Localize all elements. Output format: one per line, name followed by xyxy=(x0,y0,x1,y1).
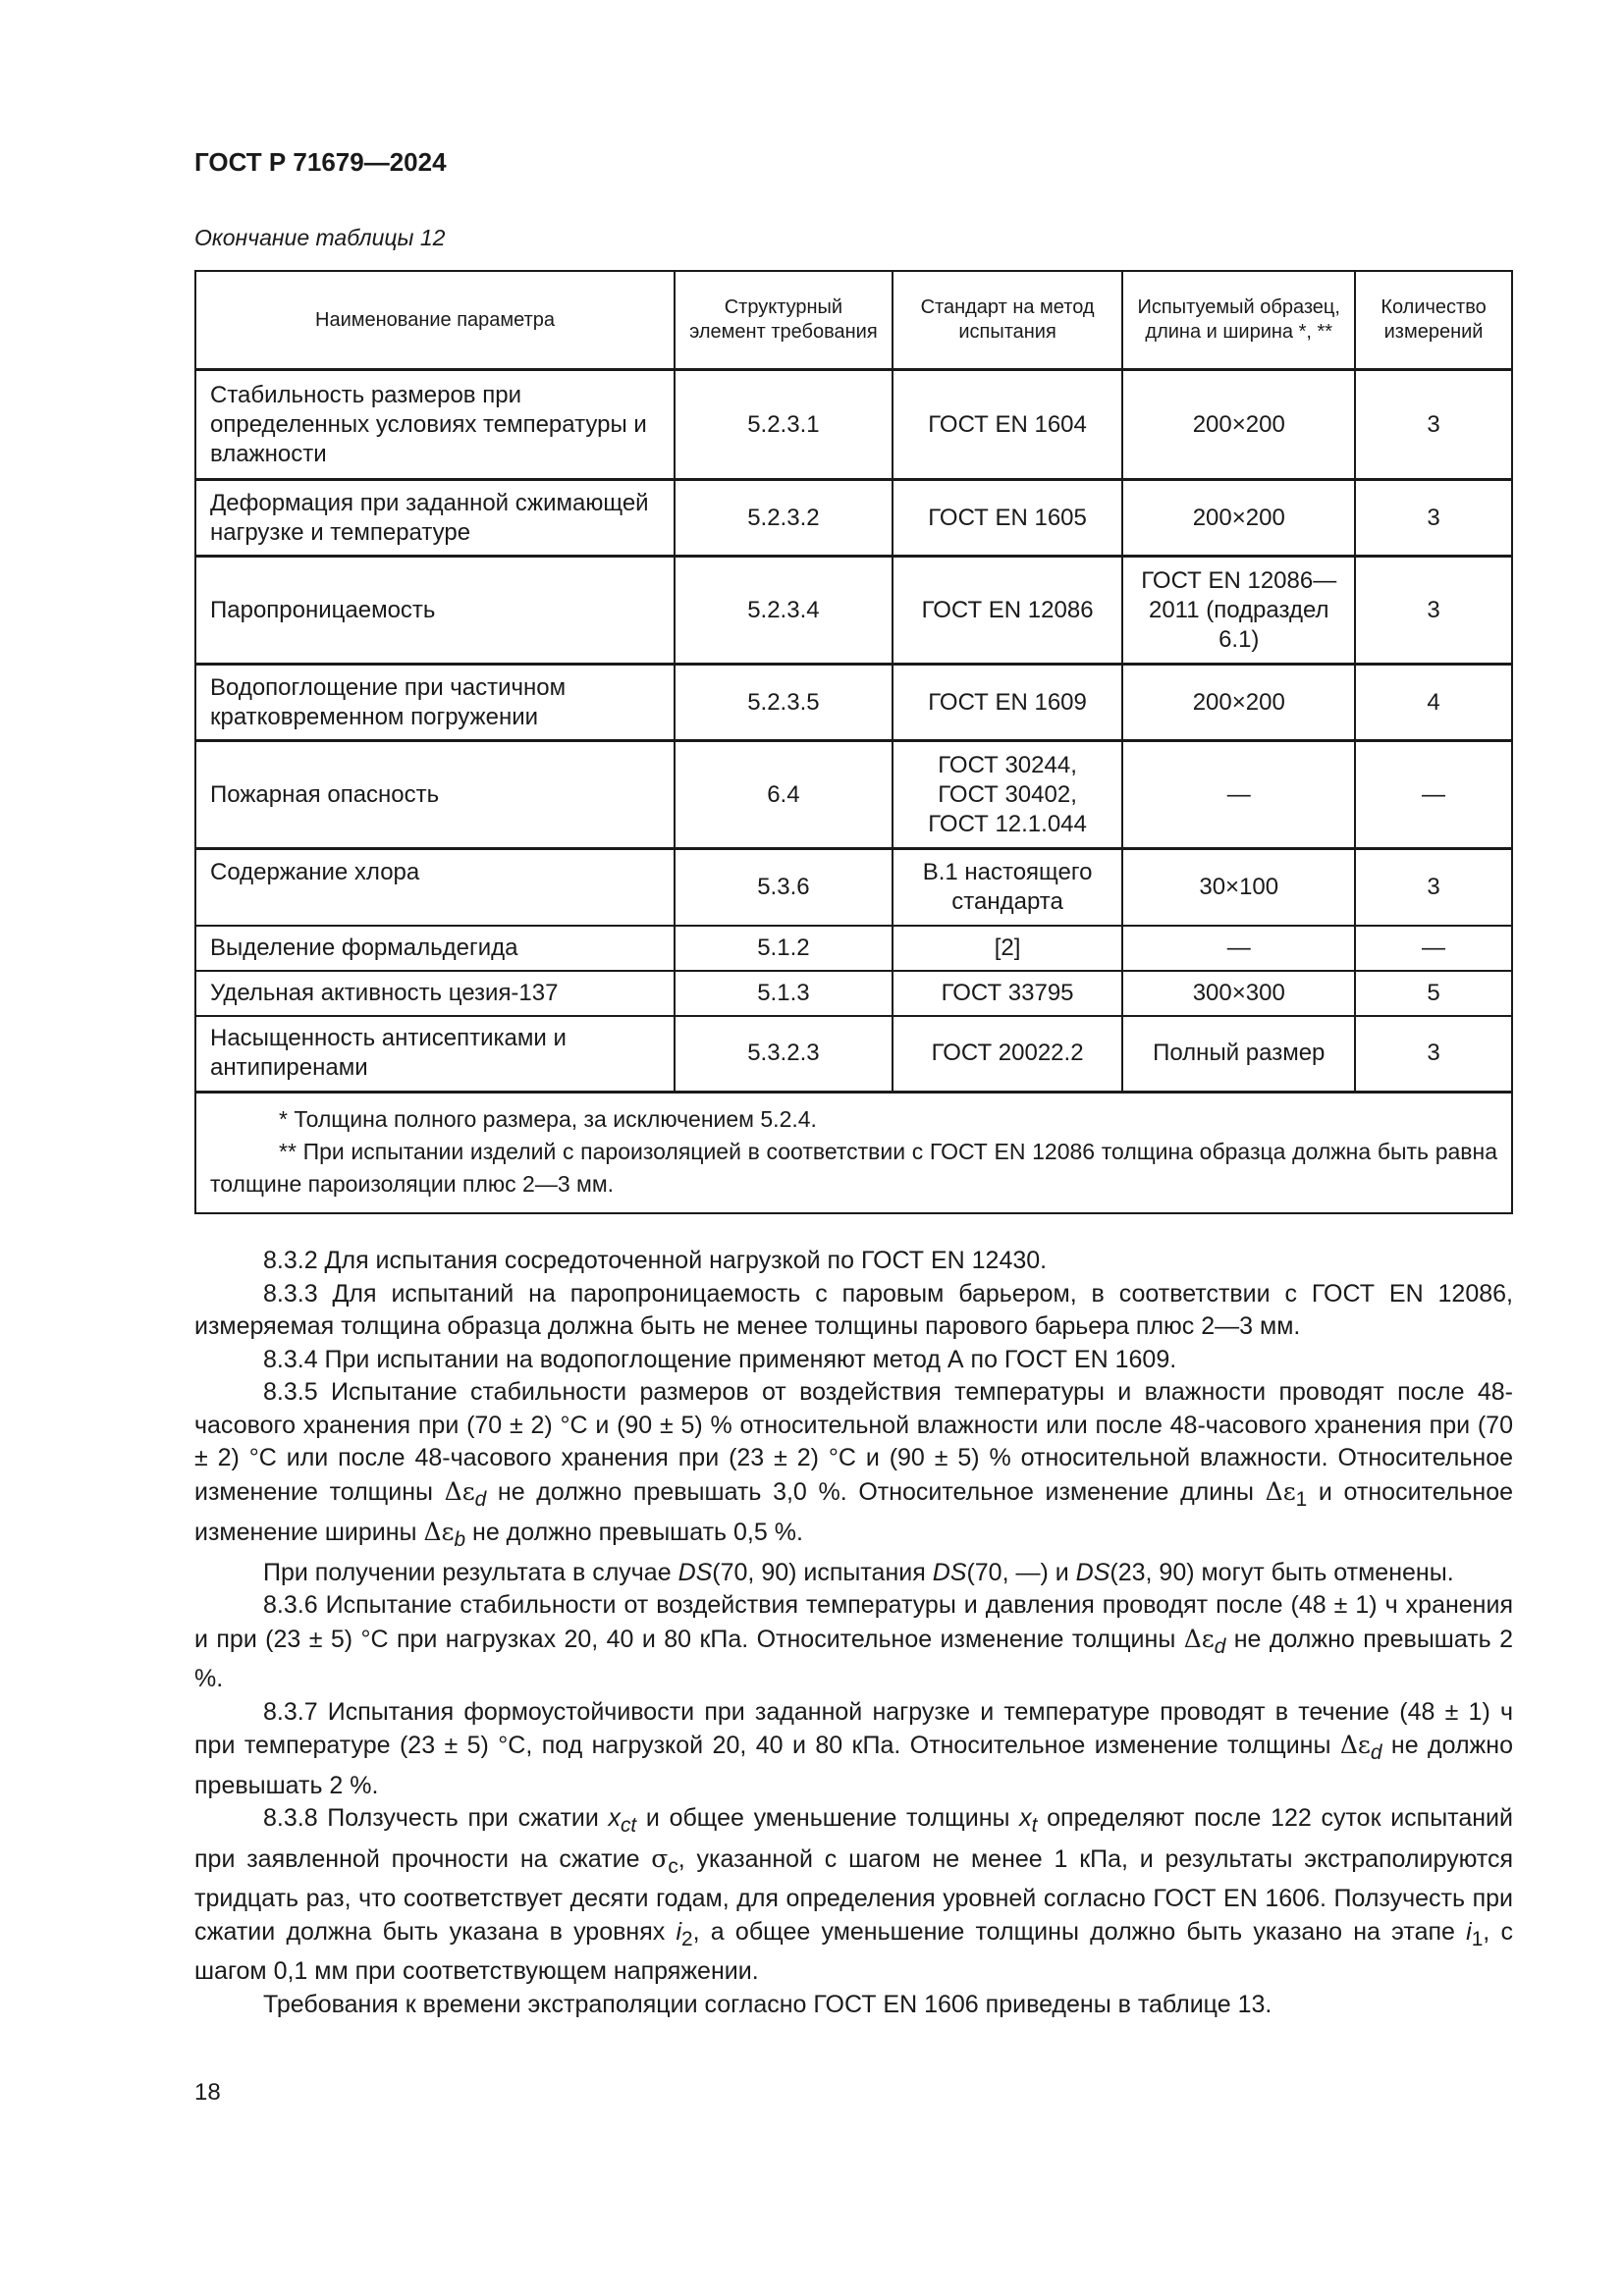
element-cell: 5.2.3.1 xyxy=(675,370,893,480)
table-row xyxy=(195,741,1512,849)
parameter-cell: Стабильность размеров при определенных условиях температуры и влажности xyxy=(195,370,675,480)
header-cell: Количество измерений xyxy=(1355,271,1512,370)
header-cell: Наименование параметра xyxy=(195,271,675,370)
table-row xyxy=(195,665,1512,741)
count-cell: 3 xyxy=(1355,557,1512,665)
paragraph xyxy=(194,1376,1513,1557)
text-span: (70, —) и xyxy=(966,1558,1076,1586)
table-row xyxy=(195,557,1512,665)
subscript: c xyxy=(668,1854,678,1878)
spec-table xyxy=(194,270,1513,1214)
paragraph xyxy=(194,1802,1513,1989)
text-span: не должно превышать 2 %. xyxy=(194,1625,1514,1692)
count-cell: — xyxy=(1355,741,1512,849)
subscript: d xyxy=(474,1487,487,1511)
subscript: 2 xyxy=(681,1927,693,1950)
text-span: 8.3.8 Ползучесть при сжатии xyxy=(263,1804,609,1832)
text-span: не должно превышать 2 %. xyxy=(194,1732,1513,1799)
count-cell: 3 xyxy=(1355,849,1512,926)
table-note: * Толщина полного размера, за исключением 5.2.4. xyxy=(279,1106,817,1132)
subscript: d xyxy=(1370,1741,1382,1764)
subscript: t xyxy=(1031,1814,1038,1837)
table-caption: Окончание таблицы 12 xyxy=(194,225,446,250)
sample-cell: — xyxy=(1122,741,1355,849)
table-notes-row xyxy=(195,1093,1512,1214)
header-cell: Структурный элемент требования xyxy=(675,271,893,370)
delta-epsilon-symbol: Δε xyxy=(1183,1624,1215,1653)
element-cell: 5.1.2 xyxy=(675,926,893,971)
standard-cell: В.1 настоящего стандарта xyxy=(893,849,1123,926)
sigma-symbol: σ xyxy=(651,1843,669,1873)
standard-cell: ГОСТ EN 1609 xyxy=(893,665,1123,741)
parameter-cell: Содержание хлора xyxy=(195,849,675,926)
text-span: (23, 90) могут быть отменены. xyxy=(1110,1558,1454,1586)
standard-cell: [2] xyxy=(893,926,1123,971)
standard-cell: ГОСТ EN 1605 xyxy=(893,480,1123,557)
table-row xyxy=(195,849,1512,926)
ds-symbol: DS xyxy=(1075,1558,1110,1586)
count-cell: 3 xyxy=(1355,480,1512,557)
table-header-row xyxy=(195,271,1512,370)
count-cell: 5 xyxy=(1355,971,1512,1016)
standard-cell: ГОСТ EN 1604 xyxy=(893,370,1123,480)
count-cell: 3 xyxy=(1355,370,1512,480)
sample-cell: 200×200 xyxy=(1122,480,1355,557)
paragraph xyxy=(194,1696,1513,1803)
parameter-cell: Паропроницаемость xyxy=(195,557,675,665)
header-cell: Стандарт на метод испытания xyxy=(893,271,1123,370)
standard-cell: ГОСТ 20022.2 xyxy=(893,1016,1123,1093)
count-cell: 4 xyxy=(1355,665,1512,741)
sample-cell: — xyxy=(1122,926,1355,971)
ds-symbol: DS xyxy=(932,1558,967,1586)
parameter-cell: Насыщенность антисептиками и антипиренами xyxy=(195,1016,675,1093)
paragraph xyxy=(194,1589,1513,1696)
text-span: не должно превышать 3,0 %. Относительное изменение длины xyxy=(486,1477,1266,1506)
text-span: (70, 90) испытания xyxy=(712,1558,933,1586)
element-cell: 5.3.6 xyxy=(675,849,893,926)
text-span: не должно превышать 0,5 %. xyxy=(465,1519,803,1546)
text-span: , с шагом 0,1 мм при соответствующем напряжении. xyxy=(194,1917,1513,1985)
element-cell: 5.2.3.5 xyxy=(675,665,893,741)
body-text xyxy=(194,1245,1513,2021)
text-span: , а общее уменьшение толщины должно быть указано на этапе xyxy=(692,1917,1467,1946)
table-note: ** При испытании изделий с пароизоляцией в соответствии с ГОСТ EN 12086 толщина образца должна быть равна толщине пароизоляции плюс 2—3 мм. xyxy=(210,1139,1497,1197)
ds-symbol: DS xyxy=(677,1558,713,1586)
paragraph: 8.3.3 Для испытаний на паропроницаемость с паровым барьером, в соответствии с ГОСТ EN 12086, измеряемая толщина образца должна быть не менее толщины парового барьера плюс 2—3 мм. xyxy=(194,1279,1513,1340)
subscript: 1 xyxy=(1471,1927,1484,1950)
delta-epsilon-symbol: Δε xyxy=(423,1518,455,1546)
element-cell: 5.3.2.3 xyxy=(675,1016,893,1093)
text-span: При получении результата в случае xyxy=(263,1558,678,1586)
text-span: 8.3.5 Испытание стабильности размеров от воздействия температуры и влажности проводят после 48-часового хранения при (70 ± 2) °С и (90 ± 5) % относительной влажности или после 48-часового хранения при (70 ± 2) °С или после 48-часового хранения при (23 ± 2) °С и (90 ± 5) % относительной влажности. Относительное изменение толщины xyxy=(194,1378,1513,1506)
parameter-cell: Деформация при заданной сжимающей нагрузке и температуре xyxy=(195,480,675,557)
parameter-cell: Пожарная опасность xyxy=(195,741,675,849)
element-cell: 5.1.3 xyxy=(675,971,893,1016)
element-cell: 5.2.3.2 xyxy=(675,480,893,557)
standard-cell: ГОСТ EN 12086 xyxy=(893,557,1123,665)
table-row xyxy=(195,1016,1512,1093)
paragraph: Требования к времени экстраполяции согласно ГОСТ EN 1606 приведены в таблице 13. xyxy=(263,1990,1272,2018)
sample-cell: 200×200 xyxy=(1122,370,1355,480)
sample-cell: ГОСТ EN 12086—2011 (подраздел 6.1) xyxy=(1122,557,1355,665)
subscript: b xyxy=(454,1528,466,1551)
parameter-cell: Удельная активность цезия-137 xyxy=(195,971,675,1016)
paragraph xyxy=(194,1557,1513,1590)
table-row xyxy=(195,480,1512,557)
text-span: и общее уменьшение толщины xyxy=(636,1804,1020,1832)
sample-cell: 30×100 xyxy=(1122,849,1355,926)
x-symbol: x xyxy=(608,1804,622,1832)
i-symbol: i xyxy=(1466,1917,1472,1946)
standard-cell: ГОСТ 33795 xyxy=(893,971,1123,1016)
table-row xyxy=(195,926,1512,971)
text-span: 8.3.7 Испытания формоустойчивости при заданной нагрузке и температуре проводят в течение (48 ± 1) ч при температуре (23 ± 5) °С, под нагрузкой 20, 40 и 80 кПа. Относительное изменение толщины xyxy=(194,1697,1513,1759)
text-span: и относительное изменение ширины xyxy=(194,1477,1514,1546)
sample-cell: Полный размер xyxy=(1122,1016,1355,1093)
subscript: 1 xyxy=(1295,1487,1308,1511)
sample-cell: 300×300 xyxy=(1122,971,1355,1016)
count-cell: — xyxy=(1355,926,1512,971)
paragraph: 8.3.4 При испытании на водопоглощение применяют метод А по ГОСТ EN 1609. xyxy=(263,1345,1177,1373)
delta-epsilon-symbol: Δε xyxy=(1265,1476,1296,1506)
subscript: d xyxy=(1214,1634,1226,1658)
element-cell: 6.4 xyxy=(675,741,893,849)
element-cell: 5.2.3.4 xyxy=(675,557,893,665)
table-row xyxy=(195,370,1512,480)
header-cell: Испытуемый образец, длина и ширина *, ** xyxy=(1122,271,1355,370)
count-cell: 3 xyxy=(1355,1016,1512,1093)
subscript: ct xyxy=(621,1814,637,1837)
text-span: , указанной с шагом не менее 1 кПа, и результаты экстраполируются тридцать раз, что соответствует десяти годам, для определения уровней согласно ГОСТ EN 1606. Ползучесть при сжатии должна быть указана в уровнях xyxy=(194,1844,1513,1946)
page-number: 18 xyxy=(194,2079,221,2106)
text-span: определяют после 122 суток испытаний при заявленной прочности на сжатие xyxy=(194,1804,1513,1873)
x-symbol: x xyxy=(1019,1804,1032,1832)
paragraph: 8.3.2 Для испытания сосредоточенной нагрузкой по ГОСТ EN 12430. xyxy=(263,1247,1048,1274)
sample-cell: 200×200 xyxy=(1122,665,1355,741)
i-symbol: i xyxy=(676,1917,682,1946)
parameter-cell: Выделение формальдегида xyxy=(195,926,675,971)
standard-cell: ГОСТ 30244, ГОСТ 30402, ГОСТ 12.1.044 xyxy=(893,741,1123,849)
table-row xyxy=(195,971,1512,1016)
delta-epsilon-symbol: Δε xyxy=(444,1476,475,1506)
text-span: 8.3.6 Испытание стабильности от воздействия температуры и давления проводят после (48 ± 1) ч хранения и при (23 ± 5) °С при нагрузках 20, 40 и 80 кПа. Относительное изменение толщины xyxy=(194,1591,1513,1653)
document-header: ГОСТ Р 71679—2024 xyxy=(194,147,447,177)
table-notes xyxy=(195,1093,1512,1214)
delta-epsilon-symbol: Δε xyxy=(1339,1731,1371,1759)
parameter-cell: Водопоглощение при частичном кратковременном погружении xyxy=(195,665,675,741)
